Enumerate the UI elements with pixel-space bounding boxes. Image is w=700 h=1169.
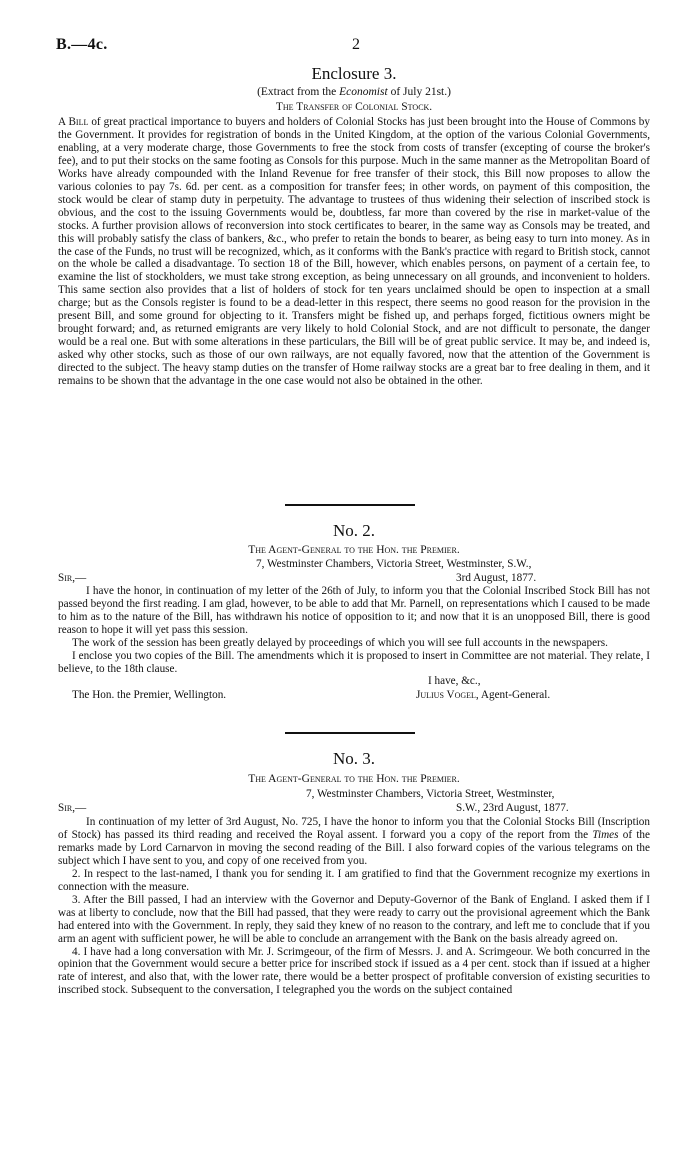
letter2-paragraph-1: I have the honor, in continuation of my letter of the 26th of July, to inform you that the Colonial Inscribed Stock Bill has not passed beyond the first reading. I am glad, however, to be able to add that Mr. Parnell, on representations which I caused to be made to him as to the nature of the Bill, has withdrawn his notice of opposition to it; and now that it is an unopposed Bill, there is good reason to hope it will yet pass this session. bbox=[58, 585, 650, 636]
letter2-closing: I have, &c., bbox=[428, 675, 481, 687]
enclosure-title-block bbox=[58, 64, 650, 84]
enclosure-body bbox=[58, 116, 650, 388]
letter2-from-to: The Agent-General to the Hon. the Premier. bbox=[248, 544, 460, 556]
letter2-signature: Julius Vogel, Agent-General. bbox=[416, 689, 551, 701]
letter2-addressee: The Hon. the Premier, Wellington. bbox=[72, 689, 227, 701]
letter2-date: 3rd August, 1877. bbox=[456, 572, 537, 584]
letter2-address: 7, Westminster Chambers, Victoria Street, Westminster, S.W., bbox=[256, 558, 532, 570]
section-divider bbox=[285, 732, 415, 734]
enclosure-paragraph: A Bill of great practical importance to buyers and holders of Colonial Stocks has just been brought into the House of Commons by the Government. It provides for registration of bonds in the United Kingdom, at the option of the various Colonial Governments, enabling, at a very moderate charge, those Governments to free the stock from costs of transfer (excepting of course the broker's fee), and to put their stocks on the same footing as Consols for this purpose. Much in the same manner as the Metropolitan Board of Works have already compounded with the Inland Revenue for free transfer of their stock, this Bill now proposes to allow the various colonies to pay 7s. 6d. per cent. as a composition for transfer fees; in other words, on payment of this composition, the stock would be clear of stamp duty in perpetuity. The advantage to trustees of thus widening their selection of inscribed stock is obvious, and the cost to the issuing Governments would be, doubtless, far more than covered by the rise in market-value of the stocks. A further provision allows of reconversion into stock certificates to bearer, in the same way as Consols may be treated, and this will probably satisfy the class of bankers, &c., who prefer to retain the bonds to bearer, as being easy to turn into money. As in the case of the Funds, no trust will be recognized, which, as it conforms with the Bank's practice with regard to British stock, cannot on the whole be called a disadvantage. To section 18 of the Bill, however, which enables persons, on payment of a certain fee, to examine the list of stockholders, we must take strong exception, as being unnecessary on all grounds, and inconvenient to holders. This same section also provides that a list of holders of stock for ten years unclaimed should be open to inspection at a small charge; but as the Consols register is found to be a dead-letter in this respect, there seems no good reason for the provision in the present Bill, and some ground for objecting to it. Transfers might be fished up, and perhaps forged, fictitious owners might be brought forward; and, as returned emigrants are very likely to hold Colonial Stock, and are not difficult to personate, the danger would be a real one. But with some alterations in these particulars, the Bill will be of great public service. It may be, and indeed is, asked why other stocks, such as those of our own railways, are not equally favored, now that the attention of the Government is directed to the subject. The heavy stamp duties on the transfer of Home railway stocks are a great bar to free dealing in them, and it remains to be shown that the advantage in the one case would not also be obtained in the other. bbox=[58, 116, 651, 388]
letter3-paragraph-1: In continuation of my letter of 3rd August, No. 725, I have the honor to inform you that the Colonial Stocks Bill (Inscription of Stock) has passed its third reading and received the Royal assent. I forward you a copy of the report from the Times of the remarks made by Lord Carnarvon in moving the second reading of the Bill. I also forward copies of the various telegrams on the subject which I have sent to you, and copy of one received from you. bbox=[58, 816, 650, 867]
letter3-number: No. 3. bbox=[332, 749, 376, 768]
letter2-salutation: Sir,— bbox=[58, 572, 87, 584]
enclosure-heading: The Transfer of Colonial Stock. bbox=[275, 101, 433, 113]
letter3-paragraph-2: 2. In respect to the last-named, I thank you for sending it. I am gratified to find that the Government recognize my exertions in connection with the measure. bbox=[58, 867, 650, 893]
letter3-date: S.W., 23rd August, 1877. bbox=[456, 802, 569, 814]
letter2-paragraph-2: The work of the session has been greatly delayed by proceedings of which you will see full accounts in the newspapers. bbox=[72, 636, 608, 649]
enclosure-source: (Extract from the Economist of July 21st.) bbox=[257, 86, 451, 98]
letter3-body bbox=[58, 816, 650, 997]
document-reference: B.—4c. bbox=[56, 36, 108, 53]
source-paper-name: Economist bbox=[339, 86, 388, 98]
letter3-paragraph-3: 3. After the Bill passed, I had an interview with the Governor and Deputy-Governor of the Bank of England. I asked them if I was at liberty to conclude, now that the Bill had passed, that they were ready to carry out the provisional agreement which the Bank had entered into with the Government. In reply, they said they knew of no reason to the contrary, and left me to conclude that if you arm an agent with sufficient power, he will be able to conclude an arrangement with the Bank on the basis already agreed on. bbox=[58, 893, 650, 945]
enclosure-title: Enclosure 3. bbox=[311, 64, 397, 83]
section-divider bbox=[285, 504, 415, 506]
letter3-paragraph-4: 4. I have had a long conversation with Mr. J. Scrimgeour, of the firm of Messrs. J. and A. Scrimgeour. We both concurred in the opinion that the Government would secure a better price for inscribed stock if issued as a 4 per cent. stock than if issued at a higher rate of interest, and also that, with the lower rate, there would be a better prospect of profitable conversion of existing securities to inscribed stock. Subsequent to the conversation, I telegraphed you the words on the subject contained bbox=[58, 945, 650, 997]
letter3-from-to: The Agent-General to the Hon. the Premier. bbox=[248, 773, 460, 785]
letter3-salutation: Sir,— bbox=[58, 802, 87, 814]
letter2-body bbox=[58, 585, 650, 676]
page-number: 2 bbox=[352, 36, 360, 53]
letter2-paragraph-3: I enclose you two copies of the Bill. The amendments which it is proposed to insert in Committee are not material. They relate, I believe, to the 18th clause. bbox=[58, 649, 650, 675]
times-paper-name: Times bbox=[592, 828, 619, 841]
letter3-address: 7, Westminster Chambers, Victoria Street, Westminster, bbox=[306, 788, 555, 800]
letter2-number: No. 2. bbox=[332, 521, 376, 540]
